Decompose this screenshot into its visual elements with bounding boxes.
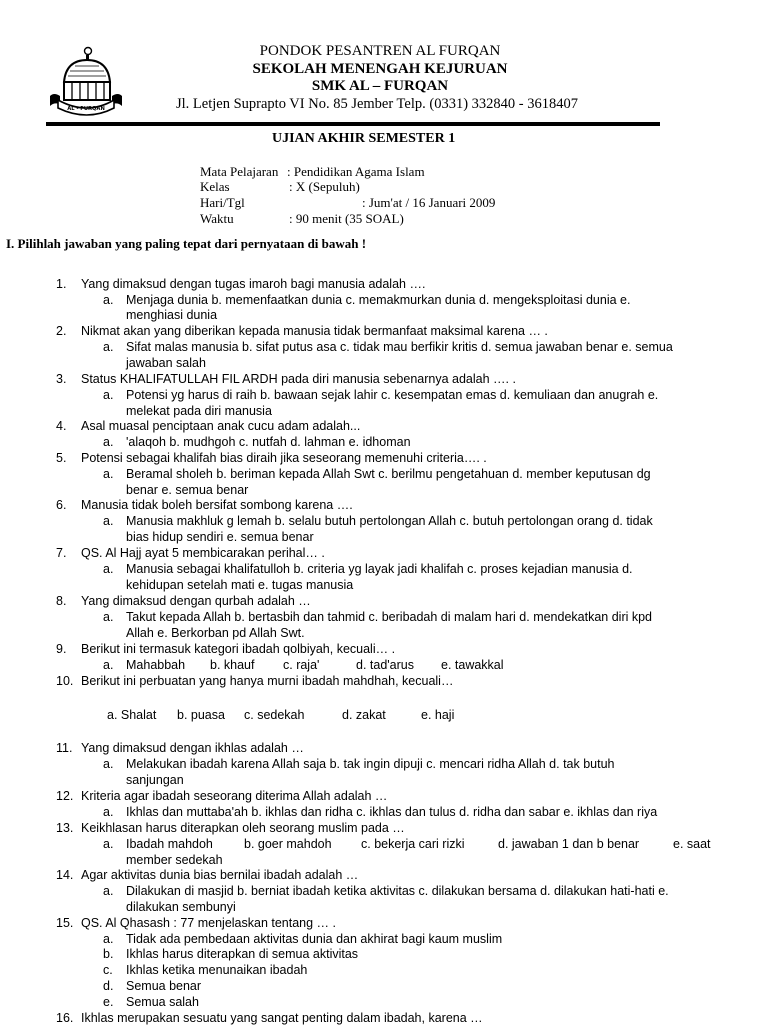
question-number: 5. xyxy=(56,451,67,465)
option-letter: a. xyxy=(103,467,114,481)
answer-option: Ikhlas ketika menunaikan ibadah xyxy=(126,963,308,977)
option-letter: a. xyxy=(103,435,114,449)
option-letter: a. xyxy=(103,388,114,402)
header-school-name: SMK AL – FURQAN xyxy=(311,78,449,94)
header-school-type: SEKOLAH MENENGAH KEJURUAN xyxy=(252,61,508,77)
answer-option: e. saat xyxy=(673,837,711,851)
answer-option: Ibadah mahdoh xyxy=(126,837,213,851)
answer-option: c. sedekah xyxy=(244,708,305,722)
question-number: 15. xyxy=(56,916,74,930)
question-text: Manusia tidak boleh bersifat sombong karena …. xyxy=(81,498,353,512)
class-value: : X (Sepuluh) xyxy=(289,179,360,194)
question-text: Yang dimaksud dengan ikhlas adalah … xyxy=(81,741,304,755)
question-number: 7. xyxy=(56,546,67,560)
question-number: 14. xyxy=(56,868,74,882)
answer-option: d. jawaban 1 dan b benar xyxy=(498,837,640,851)
answer-options-cont: melekat pada diri manusia xyxy=(126,404,272,418)
question-text: Asal muasal penciptaan anak cucu adam adalah... xyxy=(81,419,361,433)
option-letter: c. xyxy=(103,963,113,977)
question-number: 3. xyxy=(56,372,67,386)
answer-options: Manusia makhluk g lemah b. selalu butuh pertolongan Allah c. butuh pertolongan orang d. tidak xyxy=(126,514,653,528)
time-value: : 90 menit (35 SOAL) xyxy=(289,211,404,226)
date-label: Hari/Tgl xyxy=(200,195,245,210)
answer-options: Manusia sebagai khalifatulloh b. criteria yg layak jadi khalifah c. proses kejadian manusia d. xyxy=(126,562,633,576)
option-letter: a. xyxy=(103,658,114,672)
subject-value: : Pendidikan Agama Islam xyxy=(287,164,425,179)
question-text: QS. Al Qhasash : 77 menjelaskan tentang … . xyxy=(81,916,337,930)
date-value: : Jum'at / 16 Januari 2009 xyxy=(362,195,496,210)
question-text: Nikmat akan yang diberikan kepada manusia tidak bermanfaat maksimal karena … . xyxy=(81,324,548,338)
svg-text:AL - FURQAN: AL - FURQAN xyxy=(67,106,105,112)
option-letter: a. xyxy=(103,884,114,898)
question-number: 9. xyxy=(56,642,67,656)
answer-option: b. khauf xyxy=(210,658,255,672)
question-number: 11. xyxy=(56,741,73,755)
answer-options-cont: bias hidup sendiri e. semua benar xyxy=(126,530,314,544)
question-number: 8. xyxy=(56,594,67,608)
question-text: Berikut ini termasuk kategori ibadah qolbiyah, kecuali… . xyxy=(81,642,396,656)
answer-options: Sifat malas manusia b. sifat putus asa c. tidak mau berfikir kritis d. semua jawaban benar e. semua xyxy=(126,340,673,354)
answer-options-cont: sanjungan xyxy=(126,773,184,787)
answer-option: d. zakat xyxy=(342,708,386,722)
answer-options-cont: jawaban salah xyxy=(126,356,206,370)
answer-options-cont: menghiasi dunia xyxy=(126,308,218,322)
header-divider xyxy=(46,122,660,126)
answer-options-cont: dilakukan sembunyi xyxy=(126,900,236,914)
question-text: Ikhlas merupakan sesuatu yang sangat penting dalam ibadah, karena … xyxy=(81,1011,483,1025)
question-number: 6. xyxy=(56,498,67,512)
answer-options: Potensi yg harus di raih b. bawaan sejak lahir c. kesempatan emas d. kemuliaan dan anugrah e. xyxy=(126,388,659,402)
answer-option: Semua benar xyxy=(126,979,202,993)
option-letter: a. xyxy=(103,610,114,624)
question-number: 16. xyxy=(56,1011,74,1025)
answer-option: b. goer mahdoh xyxy=(244,837,332,851)
option-letter: a. xyxy=(103,562,114,576)
answer-options-cont: Allah e. Berkorban pd Allah Swt. xyxy=(126,626,305,640)
answer-option: c. bekerja cari rizki xyxy=(361,837,465,851)
question-text: Keikhlasan harus diterapkan oleh seorang muslim pada … xyxy=(81,821,405,835)
option-letter: e. xyxy=(103,995,114,1009)
answer-option: d. tad'arus xyxy=(356,658,414,672)
question-text: Berikut ini perbuatan yang hanya murni ibadah mahdhah, kecuali… xyxy=(81,674,454,688)
question-number: 12. xyxy=(56,789,74,803)
question-text: Yang dimaksud dengan tugas imaroh bagi manusia adalah …. xyxy=(81,277,426,291)
question-text: Status KHALIFATULLAH FIL ARDH pada diri manusia sebenarnya adalah …. . xyxy=(81,372,516,386)
answer-option: e. haji xyxy=(421,708,455,722)
question-text: Kriteria agar ibadah seseorang diterima Allah adalah … xyxy=(81,789,388,803)
option-letter: a. xyxy=(103,837,114,851)
option-letter: a. xyxy=(103,757,114,771)
question-text: Potensi sebagai khalifah bias diraih jika seseorang memenuhi criteria…. . xyxy=(81,451,487,465)
option-letter: b. xyxy=(103,947,114,961)
answer-options: Dilakukan di masjid b. berniat ibadah ketika aktivitas c. dilakukan bersama d. dilakukan hati-hati e. xyxy=(126,884,669,898)
question-text: Yang dimaksud dengan qurbah adalah … xyxy=(81,594,311,608)
option-letter: a. xyxy=(103,340,114,354)
answer-options: 'alaqoh b. mudhgoh c. nutfah d. lahman e. idhoman xyxy=(126,435,411,449)
answer-option: b. puasa xyxy=(177,708,225,722)
answer-option: Semua salah xyxy=(126,995,199,1009)
answer-options: Melakukan ibadah karena Allah saja b. tak ingin dipuji c. mencari ridha Allah d. tak butuh xyxy=(126,757,615,771)
option-letter: a. xyxy=(103,932,114,946)
answer-option: a. Shalat xyxy=(107,708,157,722)
subject-label: Mata Pelajaran xyxy=(200,164,279,179)
answer-options: Takut kepada Allah b. bertasbih dan tahmid c. beribadah di malam hari d. mendekatkan diri kpd xyxy=(126,610,653,624)
answer-options-cont: benar e. semua benar xyxy=(126,483,249,497)
section-instruction: I. Pilihlah jawaban yang paling tepat dari pernyataan di bawah ! xyxy=(6,236,367,251)
question-number: 10. xyxy=(56,674,74,688)
answer-options-cont: member sedekah xyxy=(126,853,223,867)
question-text: QS. Al Hajj ayat 5 membicarakan perihal… . xyxy=(81,546,325,560)
question-number: 1. xyxy=(56,277,67,291)
header-institution: PONDOK PESANTREN AL FURQAN xyxy=(259,43,501,59)
answer-options: Ikhlas dan muttaba'ah b. ikhlas dan ridha c. ikhlas dan tulus d. ridha dan sabar e. ikhlas dan riya xyxy=(126,805,658,819)
header-address: Jl. Letjen Suprapto VI No. 85 Jember Telp. (0331) 332840 - 3618407 xyxy=(176,96,578,112)
answer-option: Tidak ada pembedaan aktivitas dunia dan akhirat bagi kaum muslim xyxy=(126,932,503,946)
answer-options-cont: kehidupan setelah mati e. tugas manusia xyxy=(126,578,354,592)
option-letter: a. xyxy=(103,805,114,819)
answer-options: Menjaga dunia b. memenfaatkan dunia c. memakmurkan dunia d. mengeksploitasi dunia e. xyxy=(126,293,631,307)
exam-title: UJIAN AKHIR SEMESTER 1 xyxy=(272,131,456,146)
option-letter: d. xyxy=(103,979,114,993)
answer-option: Ikhlas harus diterapkan di semua aktivitas xyxy=(126,947,359,961)
option-letter: a. xyxy=(103,514,114,528)
answer-options: Beramal sholeh b. beriman kepada Allah Swt c. berilmu pengetahuan d. member keputusan dg xyxy=(126,467,651,481)
question-number: 4. xyxy=(56,419,67,433)
question-number: 13. xyxy=(56,821,74,835)
answer-option: Mahabbah xyxy=(126,658,186,672)
time-label: Waktu xyxy=(200,211,234,226)
answer-option: e. tawakkal xyxy=(441,658,504,672)
option-letter: a. xyxy=(103,293,114,307)
class-label: Kelas xyxy=(200,179,230,194)
question-number: 2. xyxy=(56,324,67,338)
answer-option: c. raja' xyxy=(283,658,320,672)
question-text: Agar aktivitas dunia bias bernilai ibadah adalah … xyxy=(81,868,359,882)
school-logo xyxy=(46,46,126,118)
